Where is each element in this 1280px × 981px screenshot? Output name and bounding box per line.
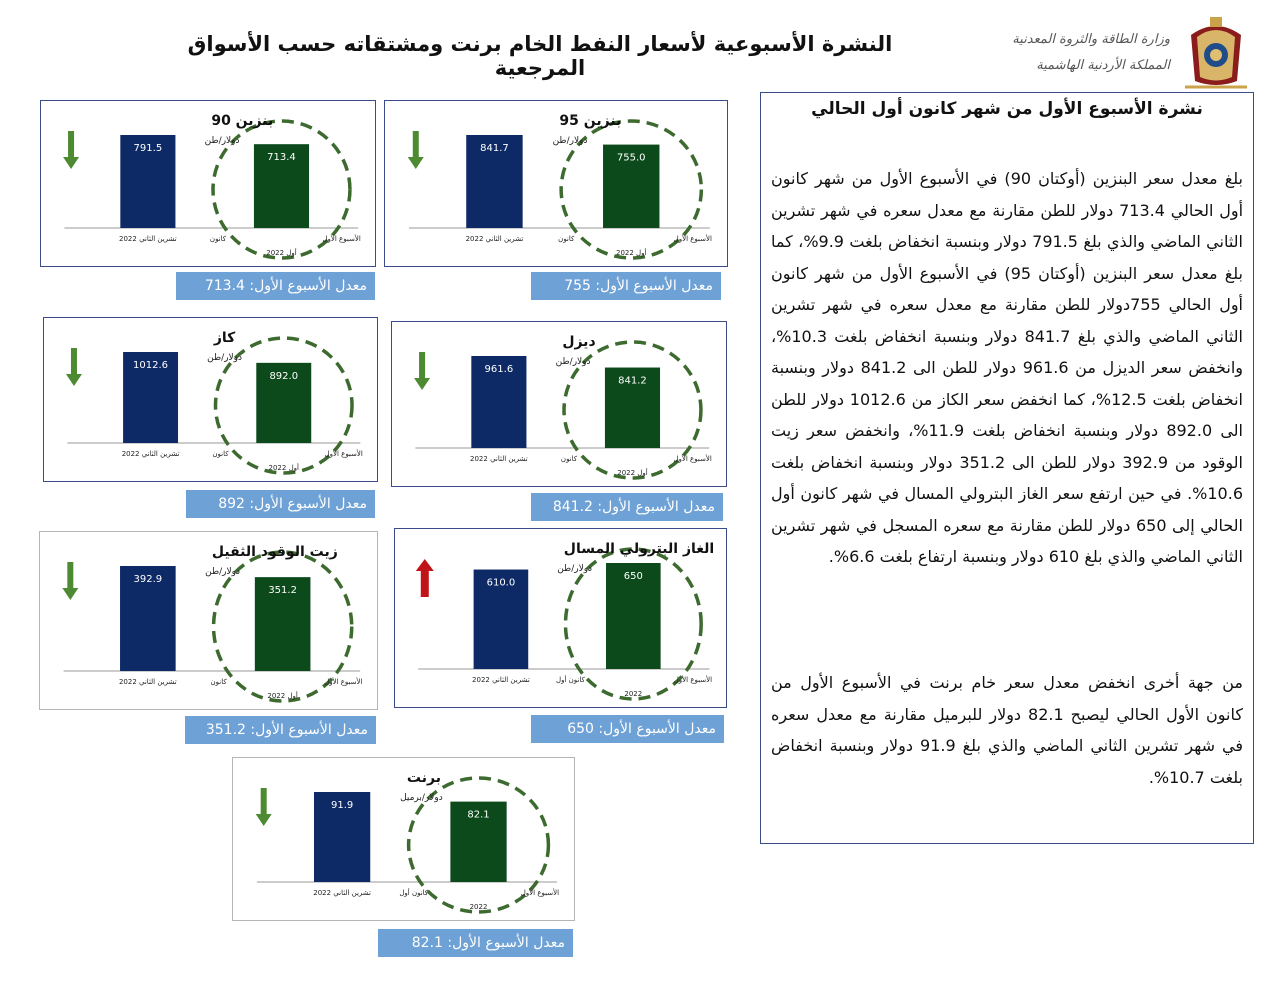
chart-unit: دولار/طن bbox=[205, 567, 241, 577]
ministry-name: وزارة الطاقة والثروة المعدنية bbox=[1012, 32, 1170, 47]
x-tick-label: تشرين الثاني 2022 bbox=[472, 676, 530, 684]
summary-paragraph-2: من جهة أخرى انخفض معدل سعر خام برنت في الأسبوع الأول من كانون الأول الحالي ليصبح 82.1 دولار للبرميل مقارنة مع معدل سعره في شهر تشرين الثاني الماضي والذي بلغ 91.9 دولار وبنسبة انخفاض بلغت 10.7%. bbox=[771, 673, 1244, 787]
arrow-down-icon bbox=[66, 348, 82, 386]
page-title: النشرة الأسبوعية لأسعار النفط الخام برنت ومشتقاته حسب الأسواق المرجعية bbox=[187, 32, 893, 80]
x-tick-label: كانون bbox=[209, 235, 227, 243]
ministry-logo bbox=[1012, 15, 1265, 90]
chart-title: برنت bbox=[406, 770, 441, 786]
x-sub-label: 2022 bbox=[469, 903, 488, 911]
caption-brent: معدل الأسبوع الأول: 82.1 bbox=[378, 929, 573, 957]
summary-panel bbox=[760, 92, 1254, 844]
x-tick-label: الأسبوع الأول bbox=[322, 235, 361, 243]
x-tick-label: الأسبوع الأول bbox=[520, 889, 560, 897]
chart-diesel bbox=[391, 321, 727, 487]
summary-heading: نشرة الأسبوع الأول من شهر كانون أول الحالي bbox=[811, 99, 1203, 119]
chart-title: الغاز البترولي المسال bbox=[563, 541, 715, 557]
bar-value-label: 610.0 bbox=[486, 577, 516, 589]
chart-gasoline-95 bbox=[384, 100, 728, 267]
caption-gasoline-90: معدل الأسبوع الأول: 713.4 bbox=[176, 272, 375, 300]
bar-value-label: 1012.6 bbox=[133, 360, 169, 371]
x-tick-label: تشرين الثاني 2022 bbox=[121, 450, 180, 458]
chart-title: كاز bbox=[213, 330, 236, 346]
bar-value-label: 892.0 bbox=[269, 370, 299, 382]
chart-title: زيت الوقود الثقيل bbox=[211, 544, 338, 560]
chart-unit: دولار/طن bbox=[204, 136, 240, 146]
x-tick-label: تشرين الثاني 2022 bbox=[465, 235, 524, 243]
caption-gasoline-95: معدل الأسبوع الأول: 755 bbox=[531, 272, 721, 300]
bar-value-label: 82.1 bbox=[467, 809, 490, 821]
x-tick-label: تشرين الثاني 2022 bbox=[119, 235, 177, 243]
x-tick-label: كانون أول bbox=[556, 676, 585, 684]
caption-heavy-fuel-oil: معدل الأسبوع الأول: 351.2 bbox=[185, 716, 376, 744]
x-tick-label: الأسبوع الأول bbox=[673, 455, 712, 463]
arrow-down-icon bbox=[408, 131, 424, 169]
bar-value-label: 755.0 bbox=[616, 152, 646, 164]
chart-heavy-fuel-oil bbox=[39, 531, 378, 710]
chart-title: بنزين 95 bbox=[559, 113, 622, 129]
chart-unit: دولار/طن bbox=[552, 136, 588, 146]
arrow-down-icon bbox=[256, 788, 272, 826]
caption-diesel: معدل الأسبوع الأول: 841.2 bbox=[531, 493, 723, 521]
x-sub-label: أول 2022 bbox=[266, 249, 297, 257]
bar-value-label: 961.6 bbox=[484, 364, 514, 375]
caption-lpg: معدل الأسبوع الأول: 650 bbox=[531, 715, 724, 743]
bar-value-label: 392.9 bbox=[133, 574, 163, 585]
chart-title: بنزين 90 bbox=[211, 113, 274, 129]
chart-title: ديزل bbox=[562, 334, 596, 350]
bar-value-label: 841.7 bbox=[480, 143, 509, 154]
caption-kerosene: معدل الأسبوع الأول: 892 bbox=[186, 490, 375, 518]
x-tick-label: كانون أول bbox=[399, 889, 429, 897]
x-tick-label: الأسبوع الأول bbox=[673, 235, 712, 243]
arrow-down-icon bbox=[63, 131, 79, 169]
coat-of-arms-icon bbox=[1177, 15, 1255, 90]
bar-value-label: 650 bbox=[623, 571, 643, 582]
x-sub-label: أول 2022 bbox=[268, 464, 299, 472]
chart-brent bbox=[232, 757, 575, 921]
bar-value-label: 791.5 bbox=[133, 143, 163, 154]
x-tick-label: كانون bbox=[212, 450, 229, 458]
kingdom-name: المملكة الأردنية الهاشمية bbox=[1036, 58, 1170, 73]
arrow-up-icon bbox=[416, 559, 434, 597]
chart-unit: دولار/برميل bbox=[400, 793, 443, 803]
arrow-down-icon bbox=[62, 562, 78, 600]
chart-unit: دولار/طن bbox=[207, 353, 243, 363]
bar-value-label: 351.2 bbox=[268, 585, 297, 597]
x-sub-label: أول 2022 bbox=[267, 692, 298, 700]
x-tick-label: تشرين الثاني 2022 bbox=[470, 455, 528, 463]
chart-lpg bbox=[394, 528, 727, 708]
x-tick-label: الأسبوع الأول bbox=[673, 676, 713, 684]
x-tick-label: الأسبوع الأول bbox=[324, 450, 363, 458]
x-tick-label: تشرين الثاني 2022 bbox=[313, 889, 371, 897]
x-sub-label: أول 2022 bbox=[617, 469, 648, 477]
arrow-down-icon bbox=[414, 352, 430, 390]
chart-kerosene bbox=[43, 317, 378, 482]
bar-value-label: 841.2 bbox=[618, 375, 647, 387]
x-tick-label: كانون bbox=[558, 235, 575, 243]
x-tick-label: كانون bbox=[560, 455, 578, 463]
summary-paragraph-1: بلغ معدل سعر البنزين (أوكتان 90) في الأسبوع الأول من شهر كانون أول الحالي 713.4 دولار للطن مقارنة مع معدل سعره في شهر تشرين الثاني الماضي والذي بلغ 791.5 دولار وبنسبة انخفاض بلغت 9.9%، كما بلغ معدل سعر البنزين (أوكتان 95) في الأسبوع الأول من شهر كانون أول الحالي 755دولار للطن مقارنة مع معدل سعره في شهر تشرين الثاني الماضي والذي بلغ 841.7 دولار وبنسبة انخفاض بلغت 10.3%، وانخفض سعر الديزل من 961.6 دولار للطن الى 841.2 دولار وبنسبة انخفاض بلغت 12.5%، كما انخفض سعر الكاز من 1012.6 دولار للطن الى 892.0 دولار وبنسبة انخفاض بلغت 11.9%، وانخفض سعر زيت الوقود من 392.9 دولار للطن الى 351.2 دولار وبنسبة انخفاض بلغت 10.6%. في حين ارتفع سعر الغاز البترولي المسال في شهر كانون أول الحالي إلى 650 دولار للطن مقارنة مع سعره المسجل في شهر تشرين الثاني الماضي والذي بلغ 610 دولار وبنسبة ارتفاع بلغت 6.6%. bbox=[771, 169, 1244, 566]
chart-unit: دولار/طن bbox=[557, 564, 593, 574]
x-sub-label: 2022 bbox=[624, 690, 643, 698]
chart-unit: دولار/طن bbox=[555, 357, 591, 367]
x-tick-label: كانون bbox=[210, 678, 227, 686]
x-sub-label: أول 2022 bbox=[616, 249, 647, 257]
bar-value-label: 713.4 bbox=[267, 152, 296, 164]
x-tick-label: تشرين الثاني 2022 bbox=[118, 678, 177, 686]
bar-value-label: 91.9 bbox=[330, 800, 354, 811]
x-tick-label: الأسبوع الأول bbox=[324, 678, 363, 686]
chart-gasoline-90 bbox=[40, 100, 376, 267]
